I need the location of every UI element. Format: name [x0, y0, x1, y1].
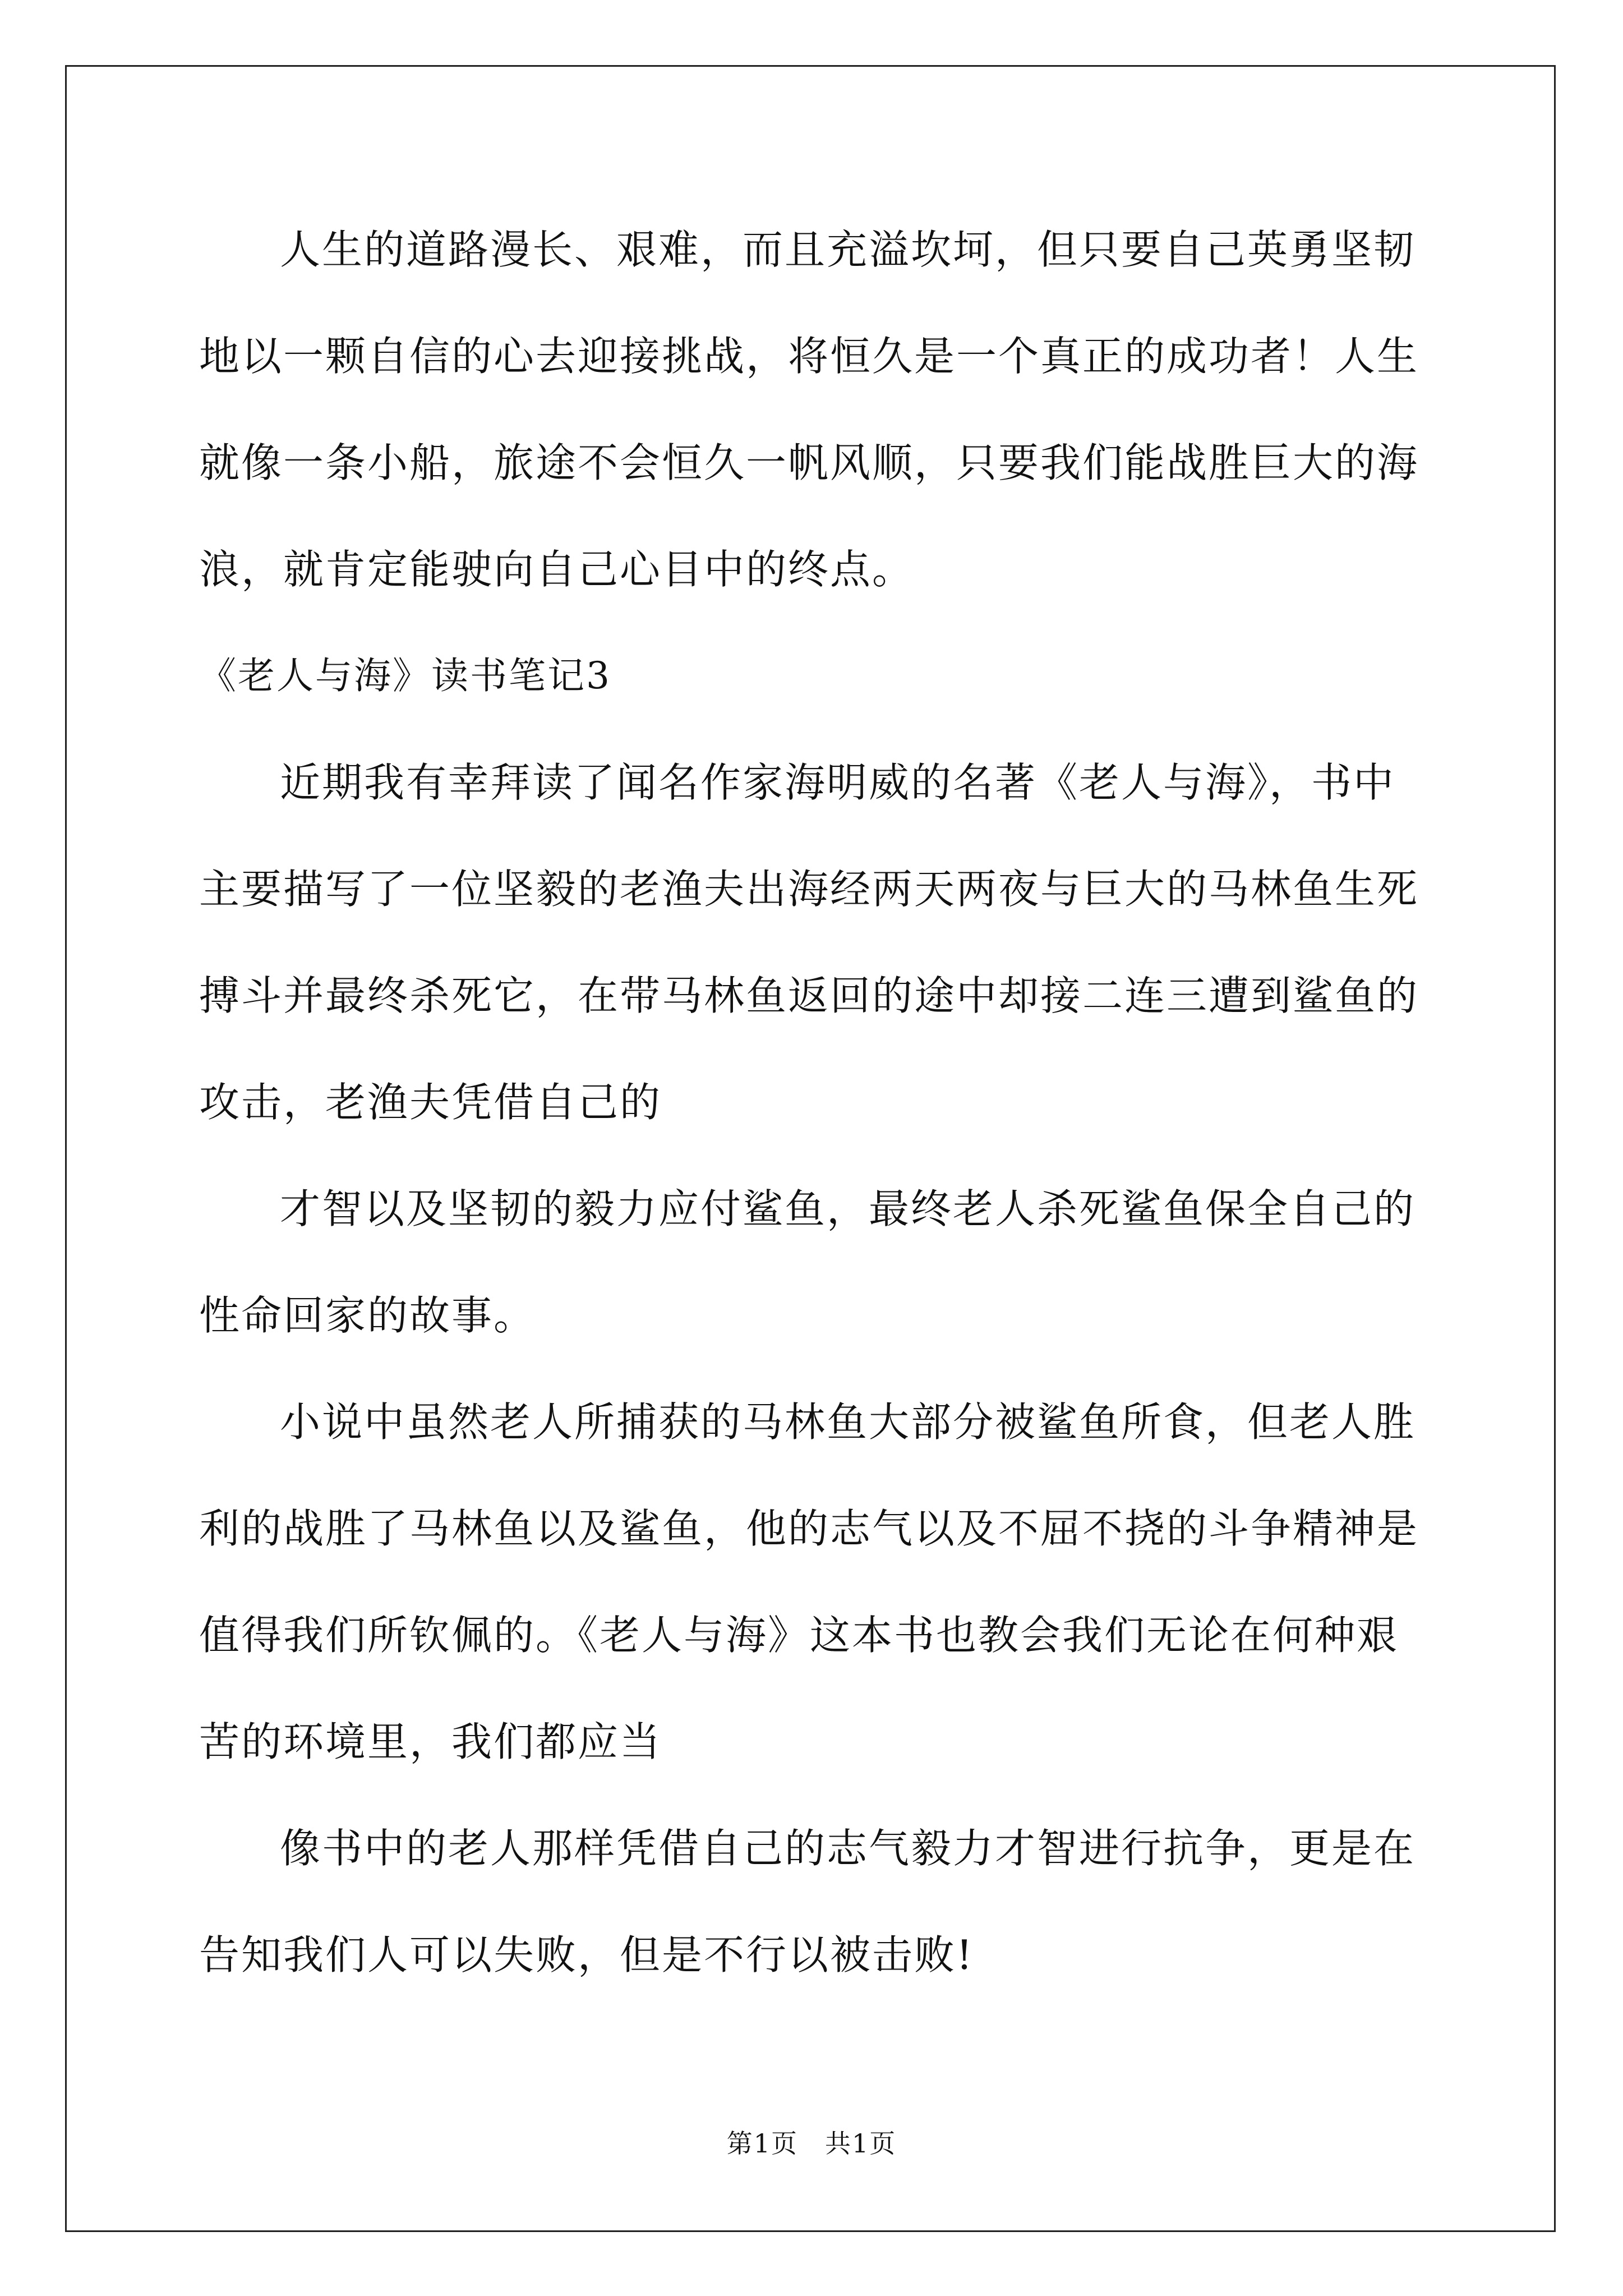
paragraph-5: 像书中的老人那样凭借自己的志气毅力才智进行抗争，更是在告知我们人可以失败，但是不行以被击败!: [199, 1825, 1416, 1978]
paragraph-1: 人生的道路漫长、艰难，而且充溢坎坷，但只要自己英勇坚韧地以一颗自信的心去迎接挑战，将恒久是一个真正的成功者！人生就像一条小船，旅途不会恒久一帆风顺，只要我们能战胜巨大的海浪，就肯定能驶向自己心目中的终点。: [199, 226, 1419, 593]
page-number-current: 第1页: [726, 2128, 798, 2159]
paragraph-3: 才智以及坚韧的毅力应付鲨鱼，最终老人杀死鲨鱼保全自己的性命回家的故事。: [199, 1185, 1416, 1339]
document-body: [199, 196, 1427, 2008]
section-heading: 《老人与海》读书笔记3: [199, 654, 611, 697]
paragraph-4: 小说中虽然老人所捕获的马林鱼大部分被鲨鱼所食，但老人胜利的战胜了马林鱼以及鲨鱼，他的志气以及不屈不挠的斗争精神是值得我们所钦佩的。《老人与海》这本书也教会我们无论在何种艰苦的环境里，我们都应当: [199, 1398, 1419, 1765]
page-number-total: 共1页: [825, 2128, 897, 2159]
page-footer: [0, 2123, 1623, 2160]
paragraph-2: 近期我有幸拜读了闻名作家海明威的名著《老人与海》，书中主要描写了一位坚毅的老渔夫出海经两天两夜与巨大的马林鱼生死搏斗并最终杀死它，在带马林鱼返回的途中却接二连三遭到鲨鱼的攻击，老渔夫凭借自己的: [199, 759, 1419, 1126]
